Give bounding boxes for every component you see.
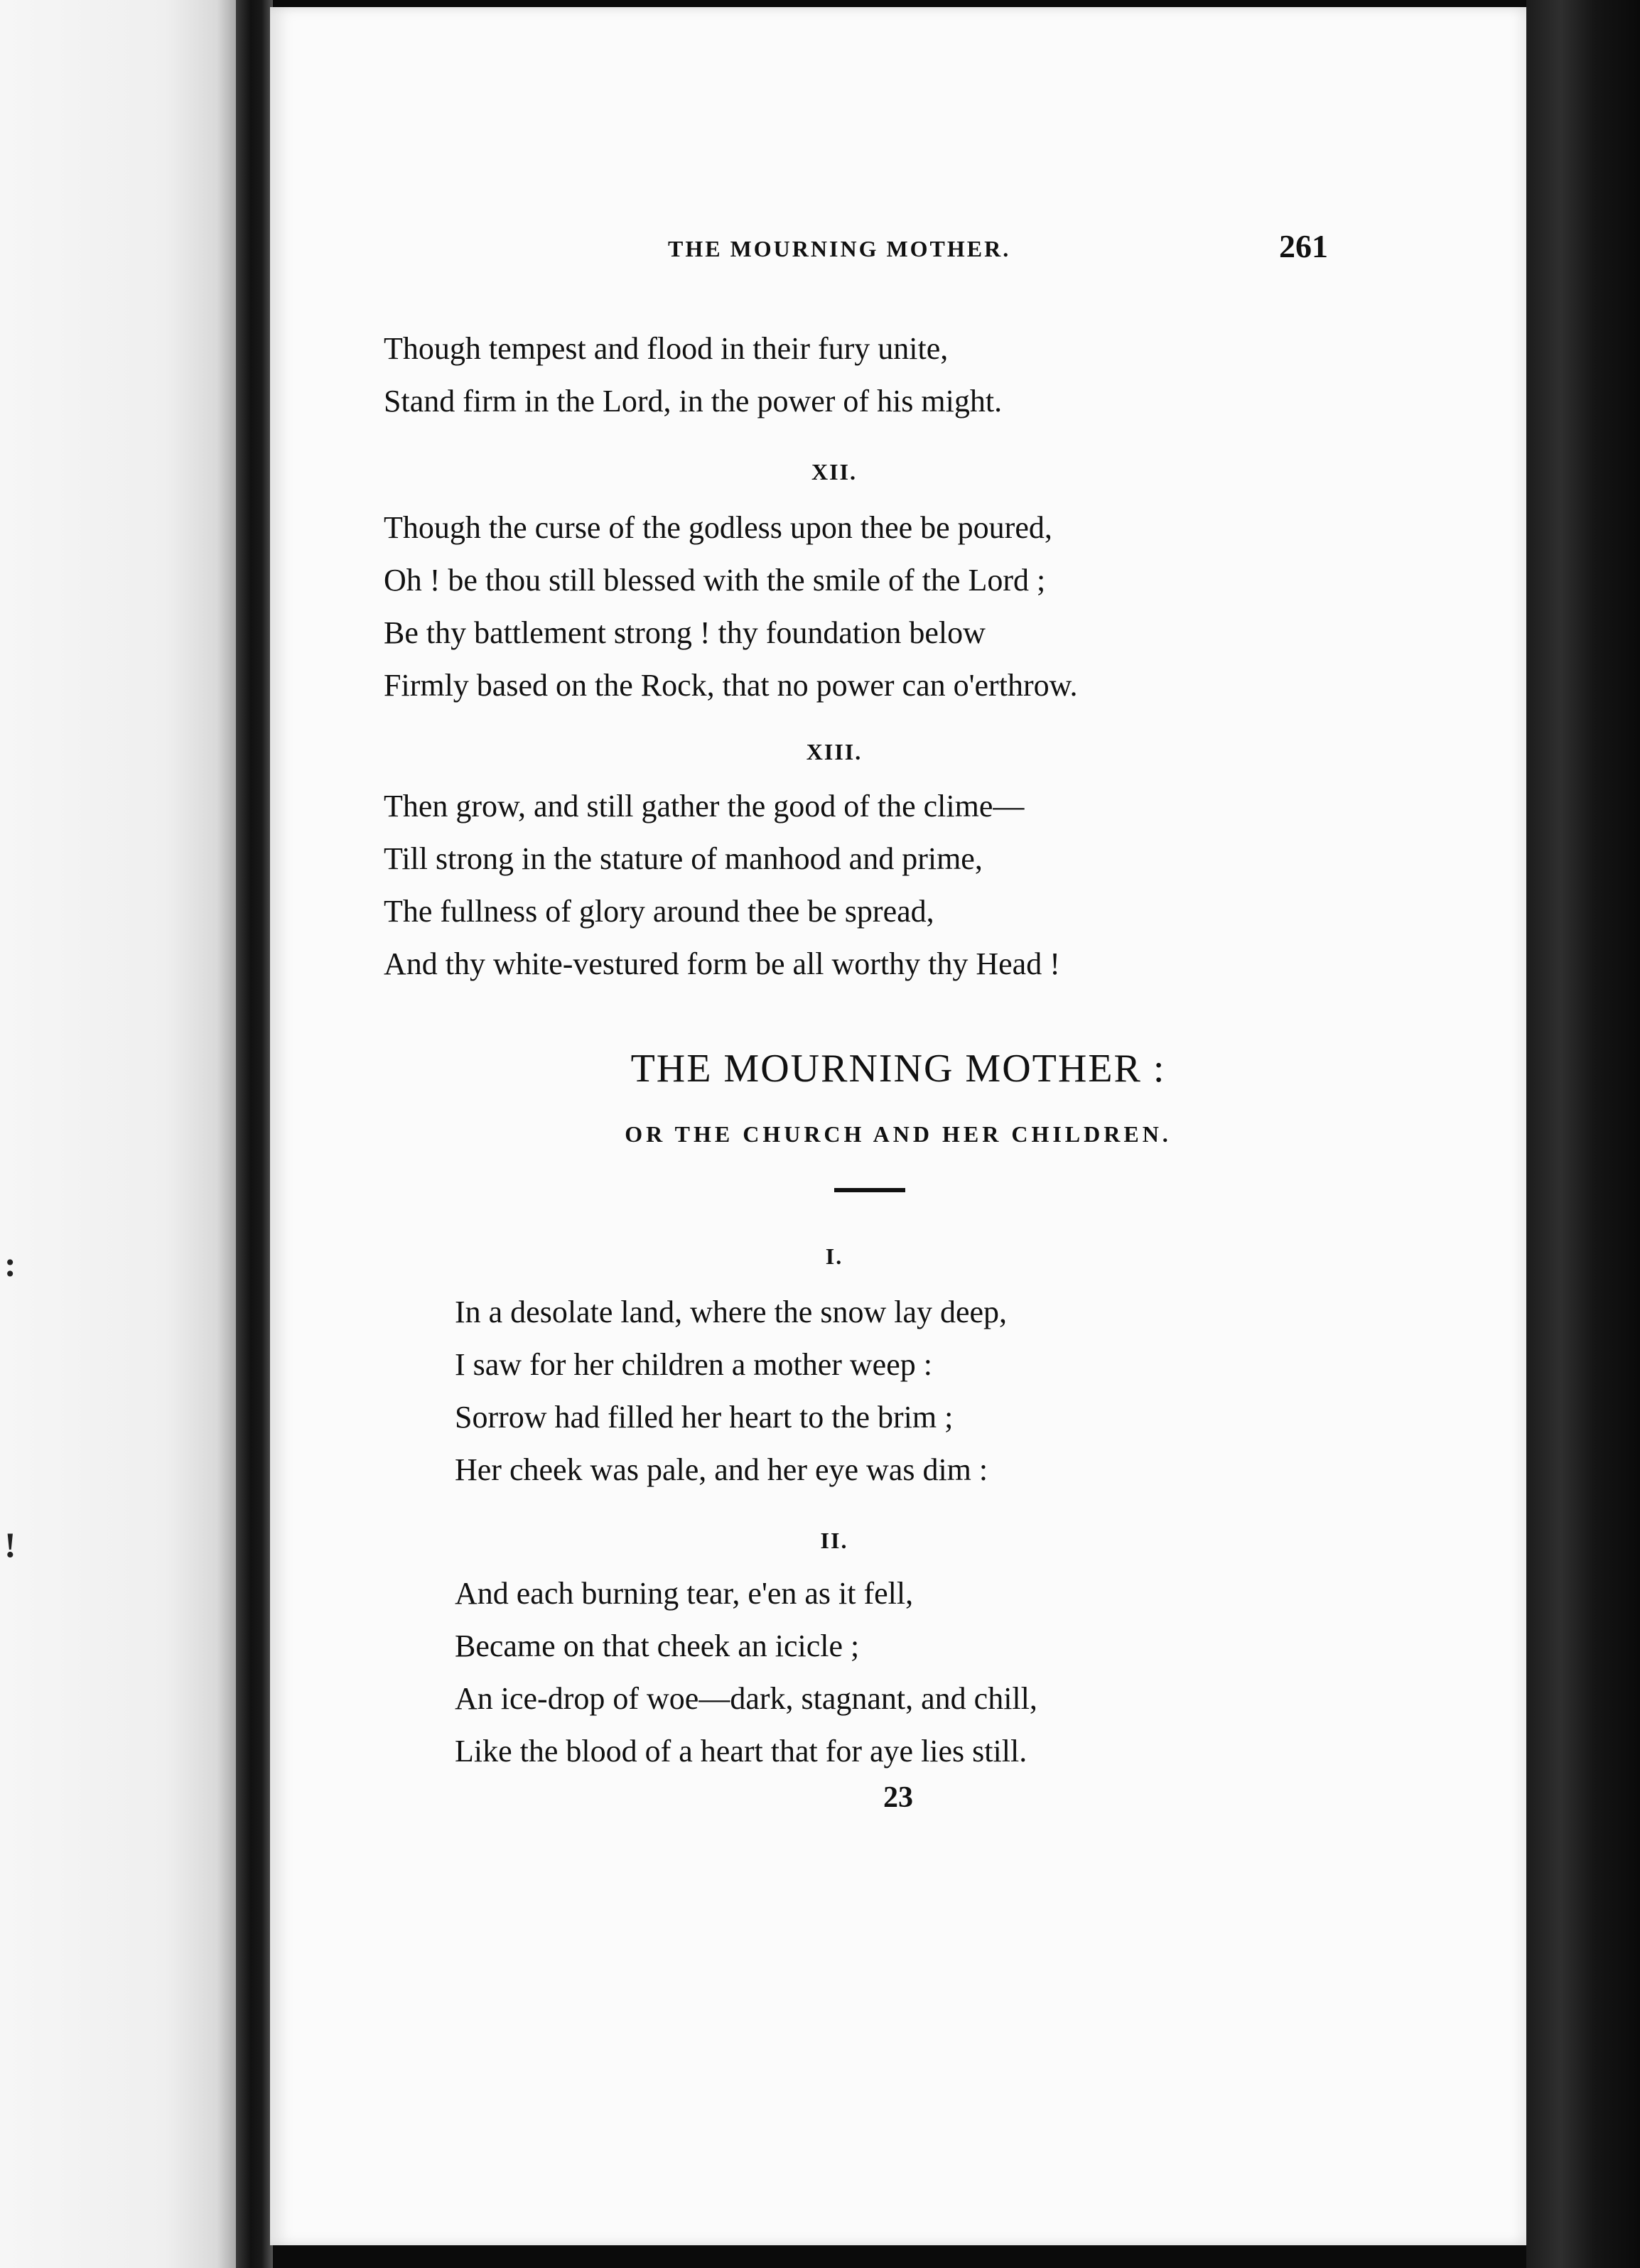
stanza-number-ii: II. [820, 1528, 848, 1553]
page-header [270, 220, 1526, 284]
stanza-number-i: I. [825, 1243, 843, 1269]
verse-line: And each burning tear, e'en as it fell, [455, 1576, 914, 1611]
book-gutter [236, 0, 273, 2268]
verse-line: Firmly based on the Rock, that no power can o'erthrow. [384, 668, 1078, 703]
verse-line: Sorrow had filled her heart to the brim ; [455, 1400, 954, 1435]
verse-line: Though the curse of the godless upon thee be poured, [384, 510, 1052, 545]
verse-line: Like the blood of a heart that for aye lies still. [455, 1734, 1027, 1768]
verse-line: I saw for her children a mother weep : [455, 1347, 932, 1382]
running-head: THE MOURNING MOTHER. [668, 236, 1011, 261]
verse-line: The fullness of glory around thee be spread, [384, 894, 934, 929]
verse-line: Be thy battlement strong ! thy foundation below [384, 615, 986, 650]
stanza-number-xii: XII. [811, 459, 857, 485]
stanza-i [455, 1286, 1007, 1496]
opening-stanza [384, 323, 1002, 428]
left-page-mark: : [4, 1244, 16, 1284]
verse-line: Oh ! be thou still blessed with the smile of the Lord ; [384, 563, 1046, 598]
page-number: 261 [1279, 228, 1328, 264]
verse-line: Though tempest and flood in their fury unite, [384, 331, 949, 366]
left-page-edge [0, 0, 236, 2268]
stanza-number-xiii: XIII. [806, 739, 863, 765]
stanza-xiii [384, 780, 1060, 990]
verse-line: Became on that cheek an icicle ; [455, 1629, 860, 1663]
title-rule [834, 1188, 905, 1192]
poem-subtitle: OR THE CHURCH AND HER CHILDREN. [625, 1121, 1172, 1147]
verse-line: Stand firm in the Lord, in the power of his might. [384, 384, 1003, 418]
verse-line: And thy white-vestured form be all worthy thy Head ! [384, 946, 1060, 981]
poem-title: THE MOURNING MOTHER : [630, 1047, 1166, 1091]
verse-line: Then grow, and still gather the good of the clime— [384, 789, 1025, 824]
verse-line: Till strong in the stature of manhood and prime, [384, 841, 983, 876]
page-stack-edge [1526, 0, 1640, 2268]
left-page-mark: ! [4, 1525, 16, 1565]
verse-line: In a desolate land, where the snow lay deep, [455, 1295, 1008, 1329]
page [270, 7, 1526, 2245]
signature-mark: 23 [883, 1781, 913, 1814]
verse-line: Her cheek was pale, and her eye was dim : [455, 1452, 988, 1487]
stanza-xii [384, 502, 1078, 712]
verse-line: An ice-drop of woe—dark, stagnant, and chill, [455, 1681, 1037, 1716]
stanza-ii [455, 1567, 1037, 1778]
